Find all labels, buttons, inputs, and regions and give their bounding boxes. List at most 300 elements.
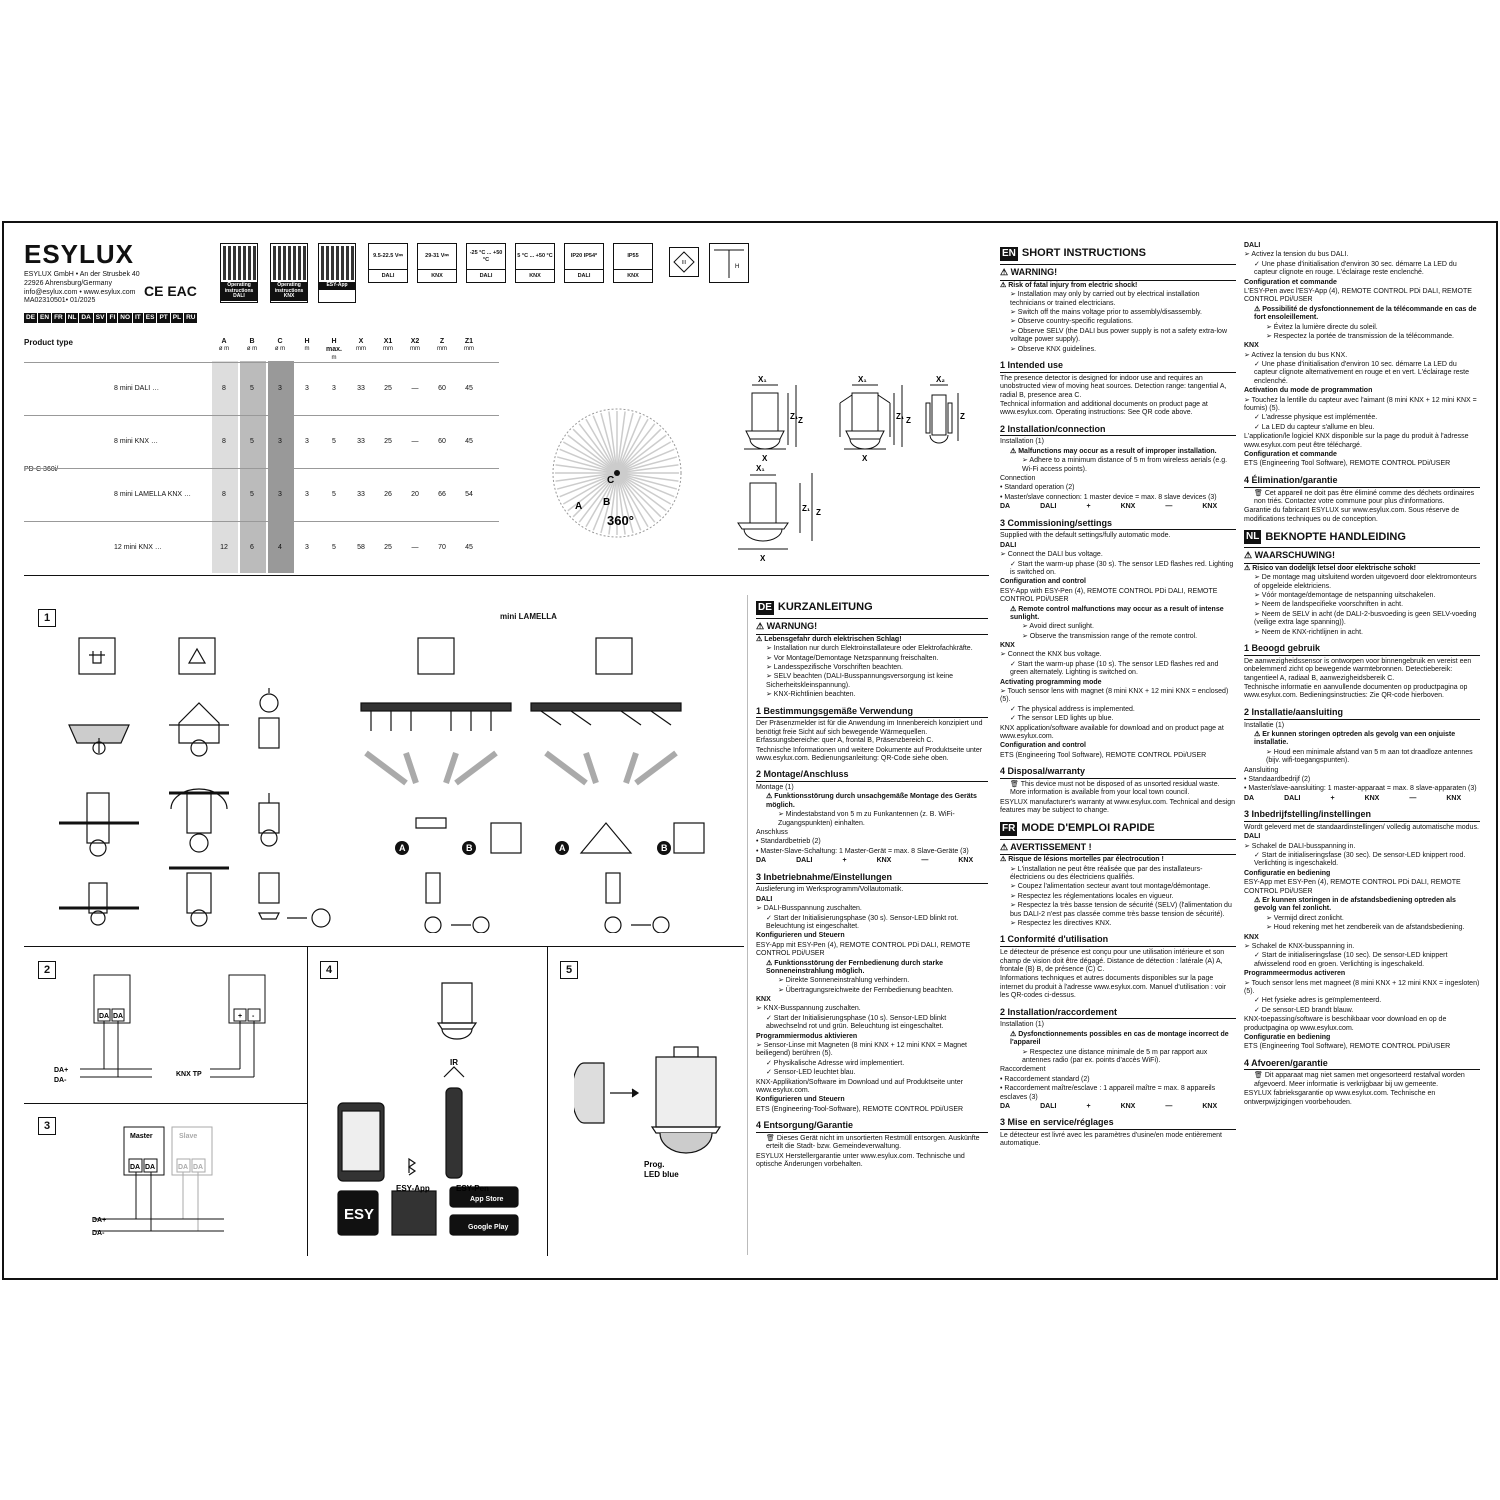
body-text: ✓ Une phase d'initialisation d'environ 10 sec. démarre La LED du capteur clignote alternativement en rouge et en vert. L'éclairage reste enclenché.	[1254, 361, 1469, 385]
company-address	[24, 271, 140, 306]
safety-item: ➢ Respectez les réglementations locales en vigueur.	[1010, 892, 1174, 900]
body-text: ➢ Touch sensor lens met magneet (8 mini KNX + 12 mini KNX = ingesloten) (5).	[1244, 979, 1480, 995]
product-family: PD-C 360i/	[24, 466, 59, 473]
header-unit: mm	[410, 346, 420, 353]
connection-row	[1000, 1103, 1236, 1111]
body-text: ✓ De sensor-LED brandt blauw.	[1254, 1006, 1354, 1014]
connection-row	[756, 857, 988, 865]
body-text: ETS (Engineering Tool Software), REMOTE CONTROL PDi/USER	[1244, 460, 1451, 468]
body-text: ➢ Connect the DALI bus voltage.	[1000, 551, 1103, 559]
title-text: SHORT INSTRUCTIONS	[1021, 247, 1146, 260]
esylux-logo: ESYLUX	[24, 239, 135, 269]
body-text: ETS (Engineering Tool Software), REMOTE CONTROL PDi/USER	[1244, 1043, 1451, 1051]
qr-code-icon	[273, 246, 307, 280]
table-cell: —	[411, 438, 419, 445]
table-cell: 8	[222, 438, 226, 445]
qr-label: Operating instructions DALI	[221, 282, 257, 301]
body-text: ➢ Respectez la portée de transmission de la télécommande.	[1266, 332, 1454, 340]
language-code-fr[interactable]: FR	[54, 314, 63, 321]
spec-box	[515, 243, 555, 283]
subheading: KNX	[756, 996, 771, 1004]
body-text: ➢ Sensor-Linse mit Magneten (8 mini KNX + 12 mini KNX = Magnet beiliegend) berühren (5).	[756, 1042, 967, 1058]
spec-bus: KNX	[529, 273, 541, 279]
body-text: Connection	[1000, 475, 1036, 483]
wiring-diagram-master-slave	[54, 1119, 294, 1249]
wiring-diagram-standard	[54, 963, 294, 1093]
body-text: Anschluss	[756, 829, 788, 837]
connection-term: +	[1086, 503, 1091, 511]
led-blue-label: LED blue	[644, 1170, 679, 1179]
connection-term: +	[1330, 794, 1335, 802]
body-text: The presence detector is designed for indoor use and requires an unobstructed view of moving heat sources. Detection range: tangential A, radial B, presence area C.	[1000, 374, 1227, 399]
language-code-da[interactable]: DA	[81, 314, 91, 321]
connection-term: DALI	[1040, 1102, 1057, 1110]
table-row	[24, 362, 499, 415]
divider	[307, 946, 308, 1256]
spec-box	[613, 243, 653, 283]
body-text: Installatie (1)	[1244, 721, 1285, 729]
subheading: KNX	[1000, 642, 1015, 650]
qr-code-esy-app[interactable]	[318, 243, 356, 303]
body-text: ESYLUX Herstellergarantie unter www.esylux.com. Technische und optische Änderungen vorbehalten.	[756, 1152, 965, 1169]
diamond-icon	[670, 248, 698, 276]
subheading: Configuration et commande	[1244, 450, 1337, 458]
danger-text: ⚠ Risk of fatal injury from electric shock!	[1000, 281, 1138, 289]
ceiling-height-icon	[710, 244, 748, 282]
section-title	[1000, 247, 1236, 261]
esy-app-label: ESY-App	[396, 1184, 430, 1193]
product-name: 8 mini KNX …	[114, 438, 158, 445]
table-cell: 5	[250, 385, 254, 392]
warning-text: ⚠ Malfunctions may occur as a result of improper installation.	[1010, 447, 1217, 455]
header-unit: mm	[383, 346, 393, 353]
safety-item: ➢ Coupez l'alimentation secteur avant tout montage/démontage.	[1010, 883, 1211, 891]
safety-item: ➢ L'installation ne peut être réalisée que par des installateurs-électriciens ou des électriciens qualifiés.	[1010, 865, 1203, 882]
language-code-fi[interactable]: FI	[109, 314, 116, 321]
table-cell: 60	[438, 385, 446, 392]
body-text: ESY-App mit ESY-Pen (4), REMOTE CONTROL PDi DALI, REMOTE CONTROL PDi/USER	[756, 941, 971, 958]
body-text: KNX-Applikation/Software im Download und auf Produktseite unter www.esylux.com.	[756, 1078, 963, 1094]
spec-box	[466, 243, 506, 283]
body-text: ✓ Start der Initialisierungsphase (30 s). Sensor-LED blinkt rot. Beleuchtung ist eingeschaltet.	[766, 914, 959, 930]
header-name: X	[358, 338, 364, 345]
spec-box	[368, 243, 408, 283]
body-text: • Standard operation (2)	[1000, 484, 1075, 492]
table-header	[431, 338, 453, 353]
warning-text: ⚠ Er kunnen storingen optreden als gevolg van een onjuiste installatie.	[1254, 730, 1456, 747]
address-line: ESYLUX GmbH • An der Strusbek 40	[24, 271, 140, 278]
svg-text:Z₁: Z₁	[802, 504, 811, 513]
mini-lamella-label: mini LAMELLA	[500, 612, 557, 621]
header-unit: ø m	[246, 346, 258, 353]
subheading: Configuratie en bediening	[1244, 1033, 1331, 1041]
class-iii-symbol	[669, 247, 699, 277]
subheading: Programmiermodus aktivieren	[756, 1032, 858, 1040]
body-text: ✓ Het fysieke adres is geïmplementeerd.	[1254, 997, 1382, 1005]
body-text: ESY-App met ESY-Pen (4), REMOTE CONTROL PDi DALI, REMOTE CONTROL PDi/USER	[1244, 879, 1461, 895]
google-play-badge[interactable]: Google Play	[468, 1224, 509, 1231]
spec-value: 5 °C ... +50 °C	[516, 244, 554, 270]
subheading: Konfigurieren und Steuern	[756, 932, 845, 940]
language-code-ru[interactable]: RU	[186, 314, 196, 321]
body-text: ➢ Houd een minimale afstand van 5 m aan tot draadloze antennes (bijv. wifi-toegangspunten).	[1266, 748, 1473, 765]
table-header	[458, 338, 480, 353]
safety-item: ➢ Observe SELV (the DALI bus power supply is not a safety extra-low voltage power supply).	[1010, 327, 1227, 344]
body-text: ESYLUX manufacturer's warranty at www.esylux.com. Technical and design features may be subject to change.	[1000, 798, 1236, 815]
language-code-no[interactable]: NO	[120, 314, 130, 321]
header-unit: m	[304, 346, 310, 353]
body-text: ➢ Houd rekening met het zendbereik van de afstandsbediening.	[1266, 924, 1465, 932]
spec-bus: DALI	[381, 273, 395, 279]
table-cell: 60	[438, 438, 446, 445]
body-text: Montage (1)	[756, 784, 794, 792]
column-de	[756, 595, 988, 1171]
body-text: ➢ Observe the transmission range of the remote control.	[1022, 632, 1198, 640]
language-code-sv[interactable]: SV	[95, 314, 105, 321]
body-text: 🗑 Cet appareil ne doit pas être éliminé comme des déchets ordinaires non triés. Contactez votre commune pour plus d'informations.	[1254, 489, 1475, 505]
spec-box	[564, 243, 604, 283]
connection-term: DALI	[1040, 503, 1057, 511]
body-text: ➢ Schakel de DALI-busspanning in.	[1244, 842, 1356, 850]
body-text: Installation (1)	[1000, 1021, 1044, 1029]
language-code-en[interactable]: EN	[40, 314, 50, 321]
da-terminal: DA	[113, 1013, 124, 1020]
body-text: ✓ Physikalische Adresse wird implementiert.	[766, 1059, 905, 1067]
esy-app-pen-drawing	[334, 973, 534, 1243]
connection-term: KNX	[1202, 503, 1218, 511]
table-cell: 33	[357, 385, 365, 392]
product-name: 12 mini KNX …	[114, 544, 162, 551]
subsection-title: 3 Mise en service/réglages	[1000, 1117, 1236, 1130]
table-cell: 3	[305, 438, 309, 445]
divider	[24, 1103, 307, 1104]
table-cell: 3	[305, 385, 309, 392]
table-cell: 54	[465, 491, 473, 498]
body-text: Aansluiting	[1244, 766, 1279, 774]
section-number-3: 3	[38, 1117, 56, 1135]
body-text: ➢ Touchez la lentille du capteur avec l'aimant (8 mini KNX + 12 mini KNX = fournis) (5).	[1244, 396, 1477, 413]
connection-term: KNX	[1120, 1102, 1136, 1110]
warning-heading: ⚠ WAARSCHUWING!	[1244, 547, 1480, 564]
subsection-title: 2 Montage/Anschluss	[756, 769, 988, 782]
table-header	[350, 338, 372, 353]
table-cell: 25	[384, 544, 392, 551]
spec-bus: DALI	[577, 273, 591, 279]
subheading: Configuration and control	[1000, 578, 1086, 586]
master-label: Master	[130, 1133, 153, 1140]
svg-text:Z: Z	[816, 508, 821, 517]
connection-term: DA	[756, 857, 767, 865]
body-text: Technische informatie en aanvullende documenten op productpagina op www.esylux.com. Bedieningsinstructies: Zie QR-code hierboven.	[1244, 684, 1468, 700]
body-text: ➢ Schakel de KNX-busspanning in.	[1244, 942, 1355, 950]
subheading: DALI	[1000, 541, 1017, 549]
da-minus-label: DA-	[54, 1077, 67, 1084]
body-text: Technische Informationen und weitere Dokumente auf Produktseite unter www.esylux.com. Bedienungsanleitung: QR-Code siehe oben.	[756, 746, 983, 762]
body-text: ✓ Sensor-LED leuchtet blau.	[766, 1069, 856, 1077]
language-code-nl[interactable]: NL	[67, 314, 77, 321]
header-unit: m	[331, 354, 337, 361]
warning-heading: ⚠ AVERTISSEMENT !	[1000, 839, 1236, 856]
body-text: 🗑 Dieses Gerät nicht im unsortierten Restmüll entsorgen. Auskünfte erteilt die Stadt- bzw. Gemeindeverwaltung.	[766, 1134, 980, 1151]
danger-text: ⚠ Lebensgefahr durch elektrischen Schlag!	[756, 635, 902, 643]
body-text: Installation (1)	[1000, 438, 1044, 446]
table-header	[296, 338, 318, 353]
knx-tp-label: KNX TP	[176, 1071, 202, 1078]
body-text: 🗑 Dit apparaat mag niet samen met ongesorteerd restafval worden afgevoerd. Meer informatie is verkrijgbaar bij uw gemeente.	[1254, 1072, 1465, 1088]
title-text: KURZANLEITUNG	[777, 601, 873, 614]
column-fr-nl	[1244, 241, 1480, 1108]
subheading: Configuration and control	[1000, 742, 1086, 750]
header-name: X2	[410, 338, 420, 345]
da-terminal: DA	[145, 1164, 156, 1171]
section-title	[1000, 822, 1236, 836]
body-text: Wordt geleverd met de standaardinstellingen/ volledig automatische modus.	[1244, 823, 1479, 831]
body-text: L'application/le logiciel KNX disponible sur la page du produit à l'adresse www.esylux.com peut être téléchargé.	[1244, 433, 1469, 449]
language-code-pl[interactable]: PL	[172, 314, 182, 321]
connection-term: DALI	[796, 857, 813, 865]
section-title	[1244, 530, 1480, 544]
column-en	[1000, 241, 1236, 1150]
body-text: ✓ Start the warm-up phase (10 s). The sensor LED flashes red and green alternately. Lighting is switched on.	[1010, 660, 1219, 677]
body-text: Le détecteur de présence est conçu pour une utilisation intérieure et son champ de vision doit être dégagé. Distance de détection : latérale (A) A, frontale (B) B, de présence (C) C.	[1000, 949, 1225, 974]
connection-term: DA	[1244, 794, 1255, 802]
body-text: ✓ L'adresse physique est implémentée.	[1254, 414, 1378, 422]
body-text: 🗑 This device must not be disposed of as unsorted residual waste. More information is available from your local town council.	[1010, 780, 1220, 797]
table-header	[213, 338, 235, 353]
body-text: L'ESY-Pen avec l'ESY-App (4), REMOTE CONTROL PDi DALI, REMOTE CONTROL PDi/USER	[1244, 287, 1472, 304]
spec-bus: KNX	[627, 273, 639, 279]
warning-text: ⚠ Dysfonctionnements possibles en cas de montage incorrect de l'appareil	[1010, 1030, 1229, 1047]
table-cell: 3	[278, 438, 282, 445]
product-name: 8 mini DALI …	[114, 385, 160, 392]
range-label-b: B	[603, 497, 611, 508]
label-b: B	[466, 843, 473, 853]
safety-item: ➢ Neem de SELV in acht (de DALI-2-busvoeding is geen SELV-voeding (veilige extra lage spanning)).	[1254, 610, 1477, 627]
address-line: MA02310501• 01/2025	[24, 297, 96, 305]
subheading: KNX	[1244, 933, 1259, 941]
label-b: B	[661, 843, 668, 853]
subsection-title: 4 Disposal/warranty	[1000, 766, 1236, 779]
body-text: Technical information and additional documents on product page at www.esylux.com. Operating instructions: See QR code above.	[1000, 400, 1208, 417]
body-text: ➢ DALI-Busspannung zuschalten.	[756, 905, 862, 913]
spec-value: -25 °C ... +50 °C	[467, 244, 505, 270]
body-text: • Raccordement standard (2)	[1000, 1075, 1090, 1083]
svg-text:X: X	[762, 454, 768, 463]
body-text: ➢ Adhere to a minimum distance of 5 m from wireless aerials (e.g. Wi-Fi access points).	[1022, 457, 1228, 473]
svg-text:III: III	[681, 260, 687, 266]
product-type-heading: Product type	[24, 338, 73, 347]
header-unit: mm	[464, 346, 474, 353]
da-plus-label: DA+	[54, 1067, 69, 1074]
spec-value: 9.5-22.5 V⎓	[369, 244, 407, 270]
body-text: De aanwezigheidssensor is ontworpen voor binnengebruik en vereist een onbelemmerd zicht op bewegende warmtebronnen. Detectiebereik: tangentieel A, radiaal B, aanwezigheidsbereik C.	[1244, 657, 1472, 682]
subheading: Configuratie en bediening	[1244, 869, 1331, 877]
body-text: ➢ Übertragungsreichweite der Fernbedienung beachten.	[778, 986, 954, 994]
svg-text:Z₁: Z₁	[790, 412, 799, 421]
table-cell: 58	[357, 544, 365, 551]
table-cell: 25	[384, 385, 392, 392]
table-cell: 33	[357, 491, 365, 498]
table-cell: 66	[438, 491, 446, 498]
connection-term: DA	[1000, 503, 1011, 511]
danger-text: ⚠ Risico van dodelijk letsel door elektrische schok!	[1244, 564, 1416, 572]
subsection-title: 2 Installation/connection	[1000, 424, 1236, 437]
subheading: Configuration et commande	[1244, 278, 1337, 286]
table-cell: 3	[305, 544, 309, 551]
warning-text: ⚠ Er kunnen storingen in de afstandsbediening optreden als gevolg van fel zonlicht.	[1254, 897, 1456, 913]
subsection-title: 3 Inbetriebnahme/Einstellungen	[756, 872, 988, 885]
body-text: ➢ Activez la tension du bus KNX.	[1244, 351, 1348, 359]
range-label-a: A	[575, 501, 583, 512]
divider	[547, 946, 548, 1256]
header-unit: ø m	[274, 346, 286, 353]
table-cell: —	[411, 544, 419, 551]
section-number-1: 1	[38, 609, 56, 627]
body-text: KNX application/software available for download and on product page at www.esylux.com.	[1000, 724, 1224, 740]
table-cell: 3	[332, 385, 336, 392]
language-code-it[interactable]: IT	[135, 314, 141, 321]
table-cell: 3	[278, 491, 282, 498]
language-code-de[interactable]: DE	[26, 314, 36, 321]
body-text: • Master/slave connection: 1 master device = max. 8 slave devices (3)	[1000, 493, 1217, 501]
da-terminal: DA	[178, 1164, 189, 1171]
svg-text:Z: Z	[960, 412, 965, 421]
table-header	[241, 338, 263, 353]
section-number-2: 2	[38, 961, 56, 979]
safety-item: ➢ Vóór montage/demontage de netspanning uitschakelen.	[1254, 592, 1436, 600]
connection-term: KNX	[1446, 794, 1462, 802]
mini-lamella-drawing	[356, 633, 736, 933]
slave-label: Slave	[179, 1133, 198, 1140]
body-text: Auslieferung im Werksprogramm/Vollautomatik.	[756, 886, 904, 894]
body-text: • Standardbetrieb (2)	[756, 838, 821, 846]
connection-term: +	[842, 857, 847, 865]
header-name: Z1	[464, 338, 474, 345]
body-text: • Master-Slave-Schaltung: 1 Master-Gerät = max. 8 Slave-Geräte (3)	[756, 847, 969, 855]
svg-text:-: -	[252, 1013, 255, 1020]
language-code-es[interactable]: ES	[145, 314, 155, 321]
subsection-title: 1 Conformité d'utilisation	[1000, 934, 1236, 947]
header-unit: mm	[356, 346, 366, 353]
connection-term: KNX	[1364, 794, 1380, 802]
table-header	[269, 338, 291, 353]
body-text: ESYLUX fabrieksgarantie op www.esylux.com. Technische en ontwerpwijzigingen voorbehouden.	[1244, 1090, 1436, 1106]
language-code-pt[interactable]: PT	[159, 314, 168, 321]
warning-heading: ⚠ WARNING!	[1000, 264, 1236, 281]
table-header	[323, 338, 345, 362]
range-label-c: C	[607, 475, 615, 486]
table-cell: 45	[465, 438, 473, 445]
table-cell: 5	[250, 438, 254, 445]
subheading: KNX	[1244, 342, 1259, 350]
table-cell: 45	[465, 385, 473, 392]
table-cell: 5	[332, 438, 336, 445]
subheading: DALI	[756, 895, 773, 903]
table-cell: 70	[438, 544, 446, 551]
subheading: Programmeermodus activeren	[1244, 970, 1346, 978]
instruction-sheet	[2, 221, 1498, 1280]
body-text: Raccordement	[1000, 1066, 1046, 1074]
ir-label: IR	[450, 1058, 458, 1067]
safety-item: ➢ Respectez les directives KNX.	[1010, 920, 1112, 928]
safety-item: ➢ Landesspezifische Vorschriften beachten.	[766, 663, 904, 671]
header-unit: ø m	[218, 346, 230, 353]
subheading: Activation du mode de programmation	[1244, 387, 1373, 395]
body-text: ✓ The physical address is implemented.	[1010, 705, 1135, 713]
subheading: DALI	[1244, 833, 1261, 841]
spec-bus: DALI	[479, 273, 493, 279]
connection-term: —	[1165, 503, 1173, 511]
subsection-title: 2 Installatie/aansluiting	[1244, 707, 1480, 720]
svg-text:Z: Z	[906, 416, 911, 425]
header-unit: mm	[437, 346, 447, 353]
body-text: ➢ Connect the KNX bus voltage.	[1000, 651, 1102, 659]
divider	[747, 595, 748, 1255]
table-header	[404, 338, 426, 353]
svg-text:X₂: X₂	[936, 375, 945, 384]
subsection-title: 1 Intended use	[1000, 360, 1236, 373]
language-badge: DE	[758, 602, 772, 613]
qr-code-knx[interactable]	[270, 243, 308, 303]
spec-bus: KNX	[431, 273, 443, 279]
subsection-title: 4 Entsorgung/Garantie	[756, 1120, 988, 1133]
body-text: ✓ The sensor LED lights up blue.	[1010, 715, 1114, 723]
connection-term: KNX	[1120, 503, 1136, 511]
header-name: Z	[439, 338, 445, 345]
app-store-badge[interactable]: App Store	[470, 1196, 504, 1203]
connection-term: KNX	[958, 857, 974, 865]
safety-item: ➢ Observe country-specific regulations.	[1010, 318, 1133, 326]
language-badge: FR	[1002, 822, 1016, 834]
certification-marks: CE EAC	[144, 283, 197, 299]
table-cell: 5	[332, 491, 336, 498]
body-text: KNX-toepassing/software is beschikbaar voor download en op de productpagina op www.esylux.com.	[1244, 1016, 1447, 1032]
danger-text: ⚠ Risque de lésions mortelles par électrocution !	[1000, 856, 1164, 864]
divider	[24, 575, 989, 576]
warning-text: ⚠ Possibilité de dysfonctionnement de la télécommande en cas de fort ensoleillement.	[1254, 305, 1477, 322]
body-text: ➢ Avoid direct sunlight.	[1022, 623, 1094, 631]
svg-text:X: X	[862, 454, 868, 463]
da-plus-label: DA+	[92, 1217, 107, 1224]
warning-text: ⚠ Remote control malfunctions may occur as a result of intense sunlight.	[1010, 605, 1224, 621]
product-table	[24, 338, 499, 578]
body-text: ➢ KNX-Busspannung zuschalten.	[756, 1005, 861, 1013]
connection-row	[1000, 503, 1236, 511]
body-text: ➢ Direkte Sonneneinstrahlung verhindern.	[778, 977, 910, 985]
table-cell: 5	[332, 544, 336, 551]
table-cell: —	[411, 385, 419, 392]
title-text: BEKNOPTE HANDLEIDING	[1265, 530, 1406, 543]
spec-value: IP20 IP54*	[565, 244, 603, 270]
label-a: A	[559, 843, 566, 853]
subheading: Activating programming mode	[1000, 678, 1102, 686]
subsection-title: 1 Beoogd gebruik	[1244, 643, 1480, 656]
da-terminal: DA	[193, 1164, 204, 1171]
body-text: Informations techniques et autres documents disponibles sur la page internet du produit à l'adresse www.esylux.com. Manuel d'utilisation : voir les QR-codes ci-dessus.	[1000, 975, 1227, 1000]
qr-code-dali[interactable]	[220, 243, 258, 303]
header-name: H max.	[326, 338, 342, 354]
table-header	[377, 338, 399, 353]
table-cell: 8	[222, 491, 226, 498]
table-cell: 4	[278, 544, 282, 551]
safety-item: ➢ Respectez la très basse tension de sécurité (SELV) (l'alimentation du bus DALI-2 n'est pas classée comme très basse tension de sécurité).	[1010, 902, 1232, 918]
warning-heading: ⚠ WARNUNG!	[756, 618, 988, 635]
body-text: ✓ Start de initialiseringsfase (30 sec). De sensor-LED knippert rood. Verlichting is ingeschakeld.	[1254, 852, 1466, 868]
programming-magnet-drawing	[574, 1043, 739, 1193]
subsection-title: 4 Élimination/garantie	[1244, 475, 1480, 488]
body-text: ✓ Une phase d'initialisation d'environ 30 sec. démarre La LED du capteur clignote en rouge. L'éclairage reste enclenché.	[1254, 260, 1457, 277]
section-number-4: 4	[320, 961, 338, 979]
